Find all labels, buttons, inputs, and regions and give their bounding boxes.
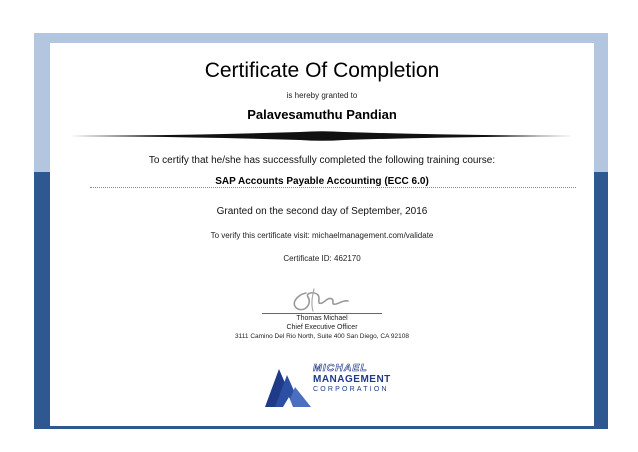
certificate-title: Certificate Of Completion [204, 59, 440, 82]
signer-title: Chief Executive Officer [286, 324, 358, 331]
course-name: SAP Accounts Payable Accounting (ECC 6.0) [215, 176, 429, 187]
ornamental-divider [70, 129, 574, 143]
logo-line-corporation: CORPORATION [313, 386, 389, 393]
certificate-id: Certificate ID: 462170 [283, 254, 361, 263]
recipient-name: Palavesamuthu Pandian [247, 107, 397, 122]
verify-url-text: To verify this certificate visit: michaelmanagement.com/validate [210, 231, 434, 240]
signature-image [278, 285, 358, 313]
logo-wordmark [313, 363, 408, 394]
granted-to-label: is hereby granted to [286, 91, 358, 100]
course-underline [90, 187, 576, 188]
company-address: 3111 Camino Del Rio North, Suite 400 San Diego, CA 92108 [235, 333, 409, 340]
certify-statement: To certify that he/she has successfully completed the following training course: [148, 155, 496, 166]
logo-mark-icon [265, 353, 311, 407]
company-logo [265, 353, 405, 407]
signer-name: Thomas Michael [296, 315, 348, 322]
logo-line-management: MANAGEMENT [313, 374, 391, 385]
certificate-card [50, 43, 594, 426]
granted-date: Granted on the second day of September, 2016 [216, 206, 428, 217]
logo-line-michael: MICHAEL [313, 362, 368, 374]
signature-line [262, 313, 382, 314]
